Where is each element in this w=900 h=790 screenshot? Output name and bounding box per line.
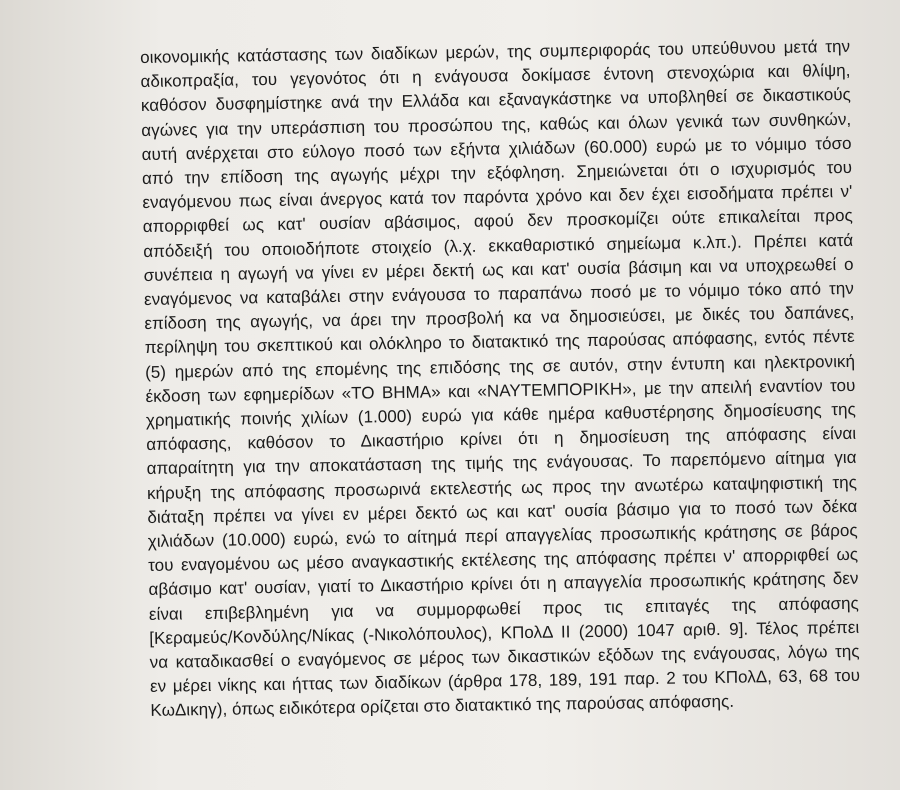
text-line: να καταδικασθεί ο εναγόμενος σε μέρος των δικαστικών εξόδων της ενάγουσας, λόγω της: [149, 641, 860, 673]
text-line: ΚωΔικηγ), όπως ειδικότερα ορίζεται στο διατακτικό της παρούσας απόφασης.: [150, 692, 735, 721]
text-line: απορριφθεί ως κατ' ουσίαν αβάσιμος, αφού δεν προσκομίζει ούτε επικαλείται προς: [142, 206, 853, 237]
text-line: αγώνες για την υπεράσπιση του προσώπου της, καθώς και όλων γενικά των συνθηκών,: [141, 109, 852, 140]
document-body: [140, 35, 861, 724]
text-line: εν μέρει νίκης και ήττας των διαδίκων (άρθρα 178, 189, 191 παρ. 2 του ΚΠολΔ, 63, 68 του: [149, 666, 861, 697]
text-line: καθόσον δυσφημίστηκε ανά την Ελλάδα και εξαναγκάστηκε να υποβληθεί σε δικαστικούς: [140, 85, 852, 116]
text-line: εναγόμενος να καταβάλει στην ενάγουσα το παραπάνω ποσό με το νόμιμο τόκο από την: [143, 278, 855, 309]
text-line: κήρυξη της απόφασης προσωρινά εκτελεστής ως προς την ανωτέρω καταψηφιστική της: [146, 472, 858, 503]
text-line: του εναγομένου ως μέσο αναγκαστικής εκτέλεσης της απόφασης πρέπει ν' απορριφθεί ως: [148, 545, 859, 576]
text-line: έκδοση των εφημερίδων «ΤΟ ΒΗΜΑ» και «ΝΑΥΤΕΜΠΟΡΙΚΗ», με την απειλή εναντίον του: [145, 375, 856, 406]
text-line: περίληψη του σκεπτικού και ολόκληρο το διατακτικό της παρούσας απόφασης, εντός πέντε: [144, 327, 855, 358]
text-line: συνέπεια η αγωγή να γίνει εν μέρει δεκτή ως και κατ' ουσία βάσιμη και να υποχρεωθεί ο: [143, 254, 854, 285]
text-line: απόδειξή του οποιοδήποτε στοιχείο (λ.χ. εκκαθαριστικό σημείωμα κ.λπ.). Πρέπει κατά: [143, 230, 854, 261]
text-line: αβάσιμο κατ' ουσίαν, γιατί το Δικαστήριο κρίνει ότι η απαγγελία προσωπικής κράτησης δεν: [148, 569, 859, 600]
text-line: αυτή ανέρχεται στο εύλογο ποσό των εξήντα χιλιάδων (60.000) ευρώ με το νόμιμο τόσο: [141, 133, 852, 164]
text-line: διάταξη πρέπει να γίνει εν μέρει δεκτό ως και κατ' ουσία βάσιμο για το ποσό των δέκα: [147, 496, 858, 527]
text-line: χιλιάδων (10.000) ευρώ, ενώ το αίτημά περί απαγγελίας προσωπικής κράτησης σε βάρος: [147, 520, 858, 552]
text-line: [Κεραμεύς/Κονδύλης/Νίκας (-Νικολόπουλος), ΚΠολΔ ΙΙ (2000) 1047 αριθ. 9]. Τέλος πρέπει: [149, 617, 860, 648]
text-line: απόφασης, καθόσον το Δικαστήριο κρίνει ότι η δημοσίευση της απόφασης είναι: [146, 424, 857, 455]
text-line: απαραίτητη για την αποκατάσταση της τιμής της ενάγουσας. Το παρεπόμενο αίτημα για: [146, 448, 857, 479]
text-line: (5) ημερών από της επομένης της επιδόσης της σε αυτόν, στην έντυπη και ηλεκτρονική: [144, 351, 856, 382]
text-line: επίδοση της αγωγής, να άρει την προσβολή κα να δημοσιεύσει, με δικές του δαπάνες,: [144, 303, 855, 334]
text-line: από την επίδοση της αγωγής μέχρι την εξόφληση. Σημειώνεται ότι ο ισχυρισμός του: [141, 157, 853, 188]
text-line: οικονομικής κατάστασης των διαδίκων μερών, της συμπεριφοράς του υπεύθυνου μετά την: [140, 36, 851, 67]
text-line: εναγόμενου πως είναι άνεργος κατά τον παρόντα χρόνο και δεν έχει εισοδήματα πρέπει ν': [142, 182, 853, 213]
text-line: είναι επιβεβλημένη για να συμμορφωθεί προς τις επιταγές της απόφασης: [148, 593, 859, 624]
text-line: χρηματικής ποινής χιλίων (1.000) ευρώ για κάθε ημέρα καθυστέρησης δημοσίευσης της: [145, 399, 856, 430]
text-line: αδικοπραξία, του γεγονότος ότι η ενάγουσα δοκίμασε έντονη στενοχώρια και θλίψη,: [140, 61, 851, 92]
